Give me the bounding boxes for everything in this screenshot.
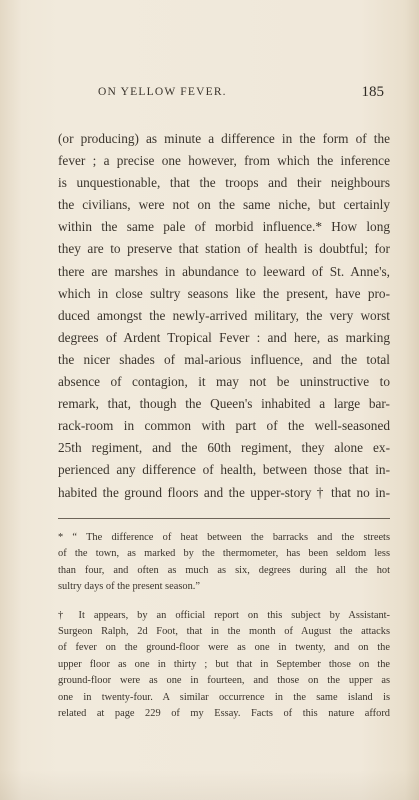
footnote-divider xyxy=(58,518,390,519)
footnotes xyxy=(58,530,390,722)
text-line: is unquestionable, that the troops and their neighbours xyxy=(58,175,390,191)
footnote-line: of the town, as marked by the thermometer, has been seldom less xyxy=(58,548,390,560)
footnote-2 xyxy=(58,608,390,723)
page-bottom-shade xyxy=(0,770,419,800)
footnote-line: of fever on the ground-floor were as one in twenty, and on the xyxy=(58,642,390,654)
footnote-line: ground-floor were as one in fourteen, and those on the upper as xyxy=(58,675,390,687)
text-line: the nicer shades of mal-arious influence, and the total xyxy=(58,351,390,367)
page-header xyxy=(58,84,388,102)
text-line: degrees of Ardent Tropical Fever : and here, as marking xyxy=(58,329,390,345)
text-line: within the same pale of morbid influence.* How long xyxy=(58,219,390,235)
footnote-line: † It appears, by an official report on this subject by Assistant- xyxy=(58,609,390,621)
text-line: they are to preserve that station of health is doubtful; for xyxy=(58,241,390,257)
text-line: remark, that, though the Queen's inhabited a large bar- xyxy=(58,396,390,412)
text-line: duced amongst the newly-arrived military, the very worst xyxy=(58,307,390,323)
text-line: fever ; a precise one however, from which the inference xyxy=(58,153,390,169)
footnote-line: than four, and often as much as six, degrees during all the hot xyxy=(58,564,390,576)
text-line: (or producing) as minute a difference in the form of the xyxy=(58,131,390,146)
footnote-spacer xyxy=(58,596,390,608)
text-line: there are marshes in abundance to leeward of St. Anne's, xyxy=(58,263,390,279)
text-line: absence of contagion, it may not be uninstructive to xyxy=(58,374,390,390)
text-line: habited the ground floors and the upper-story † that no in- xyxy=(58,484,390,500)
text-line: perienced any difference of health, between those that in- xyxy=(58,462,390,478)
text-line: 25th regiment, and the 60th regiment, they alone ex- xyxy=(58,440,390,456)
footnote-line: sultry days of the present season.” xyxy=(58,581,200,593)
footnote-line: * “ The difference of heat between the barracks and the streets xyxy=(58,532,390,543)
footnote-line: related at page 229 of my Essay. Facts of this nature afford xyxy=(58,707,390,719)
text-line: rack-room in common with part of the well-seasoned xyxy=(58,418,390,434)
footnote-1 xyxy=(58,530,390,596)
main-text xyxy=(58,128,390,504)
text-line: the civilians, were not on the same niche, but certainly xyxy=(58,197,390,213)
footnote-line: one in twenty-four. A similar occurrence in the same island is xyxy=(58,691,390,703)
footnote-line: Surgeon Ralph, 2d Foot, that in the month of August the attacks xyxy=(58,625,390,637)
footnote-line: upper floor as one in thirty ; but that in September those on the xyxy=(58,658,390,670)
page-number: 185 xyxy=(361,84,384,100)
text-line: which in close sultry seasons like the present, have pro- xyxy=(58,285,390,301)
running-title: ON YELLOW FEVER. xyxy=(98,86,227,98)
